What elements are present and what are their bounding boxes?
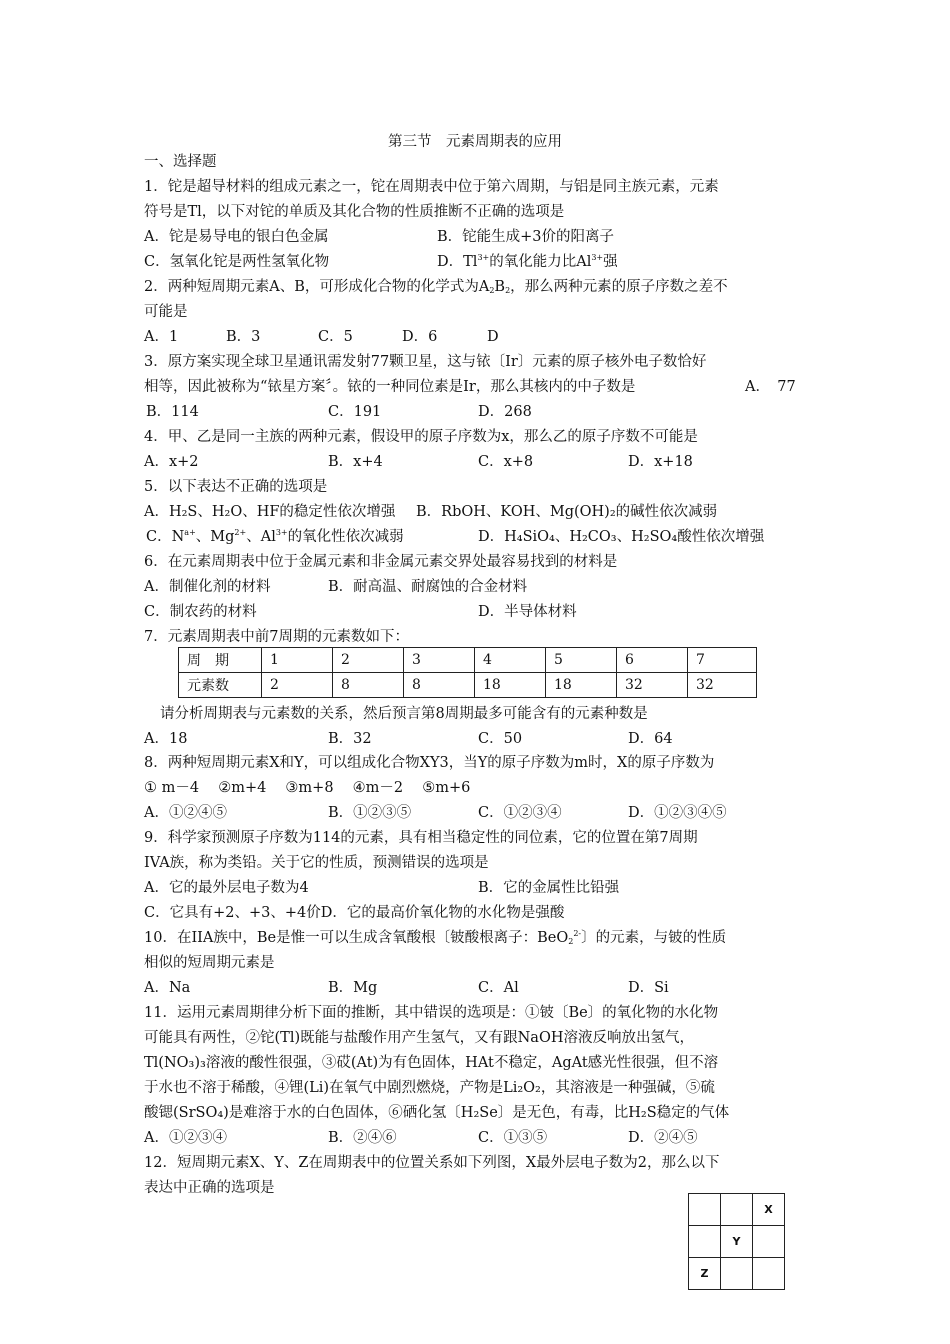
q1-stem-line2: 符号是Tl，以下对铊的单质及其化合物的性质推断不正确的选项是 [144, 204, 565, 220]
q12-stem-line1: 12．短周期元素X、Y、Z在周期表中的位置关系如下列图，X最外层电子数为2，那么以下 [144, 1155, 720, 1171]
grid-cell [753, 1258, 785, 1290]
q5-stem: 5．以下表达不正确的选项是 [144, 479, 328, 495]
q10-option-c: C．Al [478, 980, 519, 996]
q7-stem: 7．元素周期表中前7周期的元素数如下： [144, 629, 409, 645]
table-cell: 5 [546, 648, 617, 673]
q3-stem-line1: 3．原方案实现全球卫星通讯需发射77颗卫星，这与铱〔Ir〕元素的原子核外电子数恰好 [144, 354, 707, 370]
page-title: 第三节 元素周期表的应用 [388, 134, 562, 150]
q5-option-a: A．H₂S、H₂O、HF的稳定性依次增强 [144, 504, 396, 520]
q1-option-c: C．氢氧化铊是两性氢氧化物 [144, 254, 330, 270]
q1-option-d: D．$Tl^{3+}$的氧化能力比$Al^{3+}$强 [437, 253, 618, 270]
q4-option-c: C．x+8 [478, 454, 534, 470]
q5-option-b: B．RbOH、KOH、Mg(OH)₂的碱性依次减弱 [416, 504, 718, 520]
q3-option-c: C．191 [328, 404, 382, 420]
q2-option-b: B．3 [226, 329, 261, 345]
q11-option-b: B．②④⑥ [328, 1130, 397, 1146]
q11-stem-line5: 酸锶(SrSO₄)是难溶于水的白色固体，⑥硒化氢〔H₂Se〕是无色，有毒，比H₂S稳定的气体 [144, 1105, 730, 1121]
q10-option-b: B．Mg [328, 980, 378, 996]
table-cell: 1 [262, 648, 333, 673]
table-row [179, 648, 757, 673]
grid-row [689, 1226, 785, 1258]
table-cell: 8 [404, 673, 475, 698]
q9-option-a: A．它的最外层电子数为4 [144, 880, 309, 896]
table-cell: 8 [333, 673, 404, 698]
q3-option-a: A． 77 [745, 379, 796, 395]
q3-stem-line2: 相等，因此被称为“铱星方案〞。铱的一种同位素是Ir，那么其核内的中子数是 [144, 379, 636, 395]
table-cell: 7 [688, 648, 757, 673]
q11-option-d: D．②④⑤ [628, 1130, 698, 1146]
grid-cell [689, 1226, 721, 1258]
q2-option-d: D．6 [402, 329, 438, 345]
grid-cell-x: X [753, 1194, 785, 1226]
q8-option-c: C．①②③④ [478, 805, 562, 821]
q8-stem: 8．两种短周期元素X和Y，可以组成化合物XY3，当Y的原子序数为m时，X的原子序数为 [144, 755, 715, 771]
q5-option-c: C．$N^{a+}$、$Mg^{2+}$、$Al^{3+}$的氧化性依次减弱 [146, 528, 404, 545]
q6-option-b: B．耐高温、耐腐蚀的合金材料 [328, 579, 528, 595]
q2-option-a: A．1 [144, 329, 179, 345]
q4-option-d: D．x+18 [628, 454, 693, 470]
q12-stem-line2: 表达中正确的选项是 [144, 1180, 275, 1196]
table-cell: 18 [546, 673, 617, 698]
q9-option-cd: C．它具有+2、+3、+4价D．它的最高价氧化物的水化物是强酸 [144, 905, 565, 921]
q11-stem-line2: 可能具有两性，②铊(Tl)既能与盐酸作用产生氢气，又有跟NaOH溶液反响放出氢气， [144, 1030, 694, 1046]
q11-stem-line1: 11．运用元素周期律分析下面的推断，其中错误的选项是：①铍〔Be〕的氧化物的水化物 [144, 1005, 719, 1021]
table-cell: 周 期 [179, 648, 262, 673]
grid-cell [721, 1258, 753, 1290]
table-row [179, 673, 757, 698]
grid-row [689, 1258, 785, 1290]
q9-option-b: B．它的金属性比铅强 [478, 880, 620, 896]
table-cell: 3 [404, 648, 475, 673]
q11-option-a: A．①②③④ [144, 1130, 227, 1146]
grid-cell-y: Y [721, 1226, 753, 1258]
q1-stem-line1: 1．铊是超导材料的组成元素之一，铊在周期表中位于第六周期，与铝是同主族元素，元素 [144, 179, 719, 195]
q8-option-a: A．①②④⑤ [144, 805, 227, 821]
periodic-position-grid [688, 1193, 785, 1290]
grid-cell [689, 1194, 721, 1226]
q8-option-d: D．①②③④⑤ [628, 805, 727, 821]
table-cell: 6 [617, 648, 688, 673]
q9-stem-line2: IVA族，称为类铅。关于它的性质，预测错误的选项是 [144, 855, 489, 871]
table-cell: 32 [617, 673, 688, 698]
q2-stem-line2: 可能是 [144, 304, 188, 320]
q7-followup: 请分析周期表与元素数的关系，然后预言第8周期最多可能含有的元素种数是 [160, 706, 648, 722]
q11-stem-line3: Tl(NO₃)₃溶液的酸性很强，③砹(At)为有色固体，HAt不稳定，AgAt感光性很强，但不溶 [144, 1055, 719, 1071]
q11-stem-line4: 于水也不溶于稀酸，④锂(Li)在氧气中剧烈燃烧，产物是Li₂O₂，其溶液是一种强碱，⑤硫 [144, 1080, 715, 1096]
q7-option-c: C．50 [478, 731, 523, 747]
table-cell: 2 [262, 673, 333, 698]
period-element-count-table [178, 647, 757, 698]
q9-stem-line1: 9．科学家预测原子序数为114的元素，具有相当稳定性的同位素，它的位置在第7周期 [144, 830, 698, 846]
q10-stem-line1: 10．在IIA族中，Be是惟一可以生成含氧酸根〔铍酸根离子：BeO$_2^{2-}$〕的元素，与铍的性质 [144, 929, 727, 946]
q8-items: ① m－4 ②m+4 ③m+8 ④m－2 ⑤m+6 [144, 780, 471, 796]
q7-option-b: B．32 [328, 731, 372, 747]
q2-option-c: C．5 [318, 329, 353, 345]
q6-option-d: D．半导体材料 [478, 604, 577, 620]
q7-option-d: D．64 [628, 731, 673, 747]
table-cell: 32 [688, 673, 757, 698]
table-cell: 元素数 [179, 673, 262, 698]
q3-option-b: B．114 [146, 404, 199, 420]
q10-option-d: D．Si [628, 980, 669, 996]
q6-option-a: A．制催化剂的材料 [144, 579, 271, 595]
q6-stem: 6．在元素周期表中位于金属元素和非金属元素交界处最容易找到的材料是 [144, 554, 618, 570]
q7-option-a: A．18 [144, 731, 188, 747]
grid-cell [721, 1194, 753, 1226]
grid-row [689, 1194, 785, 1226]
grid-cell [753, 1226, 785, 1258]
q5-option-d: D．H₄SiO₄、H₂CO₃、H₂SO₄酸性依次增强 [478, 529, 765, 545]
q2-answer: D [487, 329, 499, 345]
q4-stem: 4．甲、乙是同一主族的两种元素，假设甲的原子序数为x，那么乙的原子序数不可能是 [144, 429, 698, 445]
q4-option-a: A．x+2 [144, 454, 199, 470]
table-cell: 4 [475, 648, 546, 673]
q1-option-a: A．铊是易导电的银白色金属 [144, 229, 329, 245]
q10-stem-line2: 相似的短周期元素是 [144, 955, 275, 971]
q4-option-b: B．x+4 [328, 454, 383, 470]
section-heading: 一、选择题 [144, 154, 217, 170]
q3-option-d: D．268 [478, 404, 532, 420]
q6-option-c: C．制农药的材料 [144, 604, 257, 620]
table-cell: 18 [475, 673, 546, 698]
grid-cell-z: Z [689, 1258, 721, 1290]
q2-stem-line1: 2．两种短周期元素A、B，可形成化合物的化学式为$A_2B_2$，那么两种元素的原子序数之差不 [144, 279, 728, 295]
q11-option-c: C．①③⑤ [478, 1130, 548, 1146]
q1-option-b: B．铊能生成+3价的阳离子 [437, 229, 615, 245]
table-cell: 2 [333, 648, 404, 673]
q10-option-a: A．Na [144, 980, 191, 996]
q8-option-b: B．①②③⑤ [328, 805, 412, 821]
